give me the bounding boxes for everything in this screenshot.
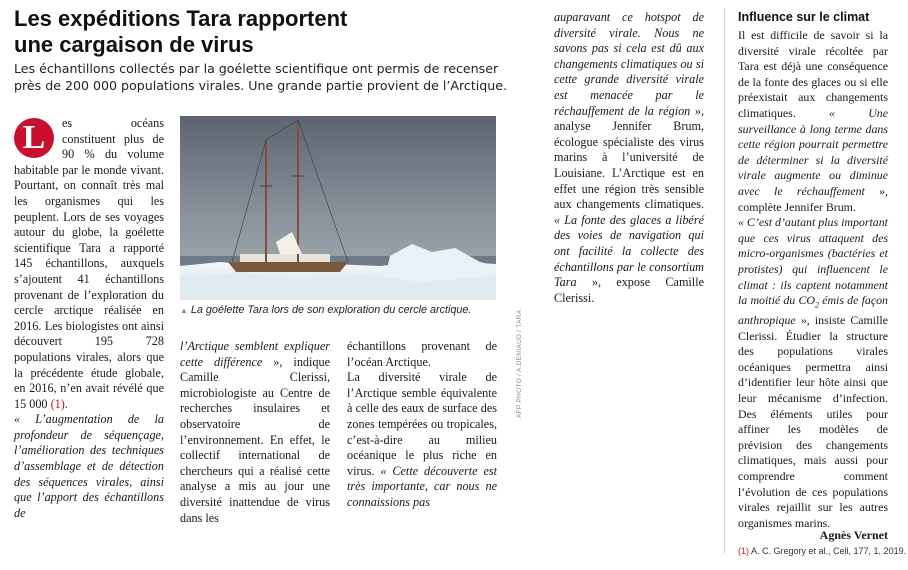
column-3-paragraph-1: échantillons provenant de l’océan Arctique.	[347, 339, 497, 369]
author-signature: Agnès Vernet	[819, 528, 888, 542]
sidebar-quote-2-end: émis de façon anthropique	[738, 293, 888, 328]
tara-schooner-photo	[180, 116, 496, 300]
quote-continued: l’Arctique semblent expliquer cette différence	[180, 339, 330, 369]
footnote-number: (1)	[738, 546, 749, 556]
sidebar-paragraph-2	[738, 215, 888, 531]
sidebar-text-1: Il est difficile de savoir si la diversité virale récoltée par Tara est déjà une conséquence de la fonte des glaces ou si elle préexistait aux changements climatiques.	[738, 28, 888, 120]
column-3-paragraph-2	[347, 370, 497, 510]
sidebar-body	[738, 28, 888, 531]
column-4-quote-2: « La fonte des glaces a libéré des voies de navigation qui ont facilité la collecte des échantillons par le consortium Tara	[554, 212, 704, 290]
sidebar-paragraph-1	[738, 28, 888, 215]
column-4	[554, 10, 704, 306]
column-4-text-1: », analyse Jennifer Brum, écologue spécialiste des virus marins à l’université de Louisiane. L’Arctique est en effet une région très sensible aux changements climatiques.	[554, 103, 704, 212]
column-2-paragraph	[180, 339, 330, 526]
column-1-paragraph	[14, 116, 164, 412]
column-4-paragraph	[554, 10, 704, 306]
article-lede: Les échantillons collectés par la goélette scientifique ont permis de recenser près de 200 000 populations virales. Une grande partie provient de l’Arctique.	[14, 61, 507, 93]
column-3-quote: « Cette découverte est très importante, car nous ne connaissions pas	[347, 463, 497, 509]
intro-text: es océans constituent plus de 90 % du volume habitable par le monde vivant. Pourtant, on connaît très mal les organismes qui les peuplent. Lors de ses voyages autour du globe, la goélette scientifique Tara a rapporté 145 échantillons, auxquels s’ajoutent 41 échantillons provenant de l’exploration du cercle arctique réalisée en 2016. Les biologistes ont ainsi découvert 195 728 populations virales, alors que la précédente étude globale, en 2016, n’en avait révélé que 15 000	[14, 116, 164, 411]
sidebar-quote-1: « Une surveillance à long terme dans cette région pourrait permettre de déterminer si la diversité virale augmente ou diminue avec le réchauffement	[738, 105, 888, 198]
sidebar-divider	[724, 8, 725, 553]
quote-start: « L’augmentation de la profondeur de séquençage, l’amélioration des techniques d’assemblage et de détection des séquences virales, ainsi que l’apport des échantillons de	[14, 412, 164, 520]
photo-illustration	[180, 116, 496, 300]
sidebar-text-2: », insiste Camille Clerissi. Étudier la structure des populations virales océaniques permettra ainsi d’identifier leur hôte ainsi que leur mécanisme d’infection. Des éléments utiles pour affiner les modèles de prévision des changements climatiques, mais aussi pour comprendre comment l’évolution de ces populations virales rejaillit sur les autres organismes marins.	[738, 313, 888, 530]
footnote-text: A. C. Gregory et al., Cell, 177, 1, 2019.	[749, 546, 907, 556]
column-3-text: La diversité virale de l’Arctique semble équivalente à celle des eaux de surface des zones tempérées ou tropicales, c’est-à-dire au milieu océanique le plus riche en virus.	[347, 370, 497, 478]
co2-subscript: 2	[814, 300, 819, 310]
footnote	[738, 546, 906, 556]
photo-caption	[180, 304, 500, 316]
title-line-1: Les expéditions Tara rapportent	[14, 6, 348, 31]
column-4-quote-1: auparavant ce hotspot de diversité virale. Nous ne savons pas si cela est dû aux changements climatiques ou si cette grande diversité virale est menacée par le réchauffement de la région	[554, 10, 704, 118]
sidebar-quote-2: « C’est d’autant plus important que ces virus attaquent des micro-organismes (bactéries et protistes) qui influencent le climat : ils captent notamment la moitié du CO	[738, 215, 888, 308]
sidebar-text-1-end: », complète Jennifer Brum.	[738, 183, 888, 214]
footnote-ref: (1)	[50, 396, 65, 411]
article-title	[14, 6, 534, 58]
photo-credit: AFP PHOTO / A.DENIAUD / TARA	[516, 309, 523, 418]
caption-text: La goélette Tara lors de son exploration du cercle arctique.	[190, 304, 472, 316]
column-2-text: », indique Camille Clerissi, microbiologiste au Centre de recherches insulaires et observatoire de l’environnement. En effet, le collectif international de chercheurs qui a réalisé cette analyse a mis au jour une diversité inattendue de virus dans les	[180, 354, 330, 525]
intro-text-end: .	[64, 396, 68, 411]
column-2	[180, 339, 330, 526]
column-4-text-2: », expose Camille Clerissi.	[554, 275, 704, 305]
column-3	[347, 339, 497, 511]
sidebar-title: Influence sur le climat	[738, 10, 870, 24]
title-line-2: une cargaison de virus	[14, 32, 254, 57]
drop-cap: L	[14, 118, 54, 158]
column-1	[14, 116, 164, 521]
caption-triangle-icon: ▲	[180, 306, 188, 315]
